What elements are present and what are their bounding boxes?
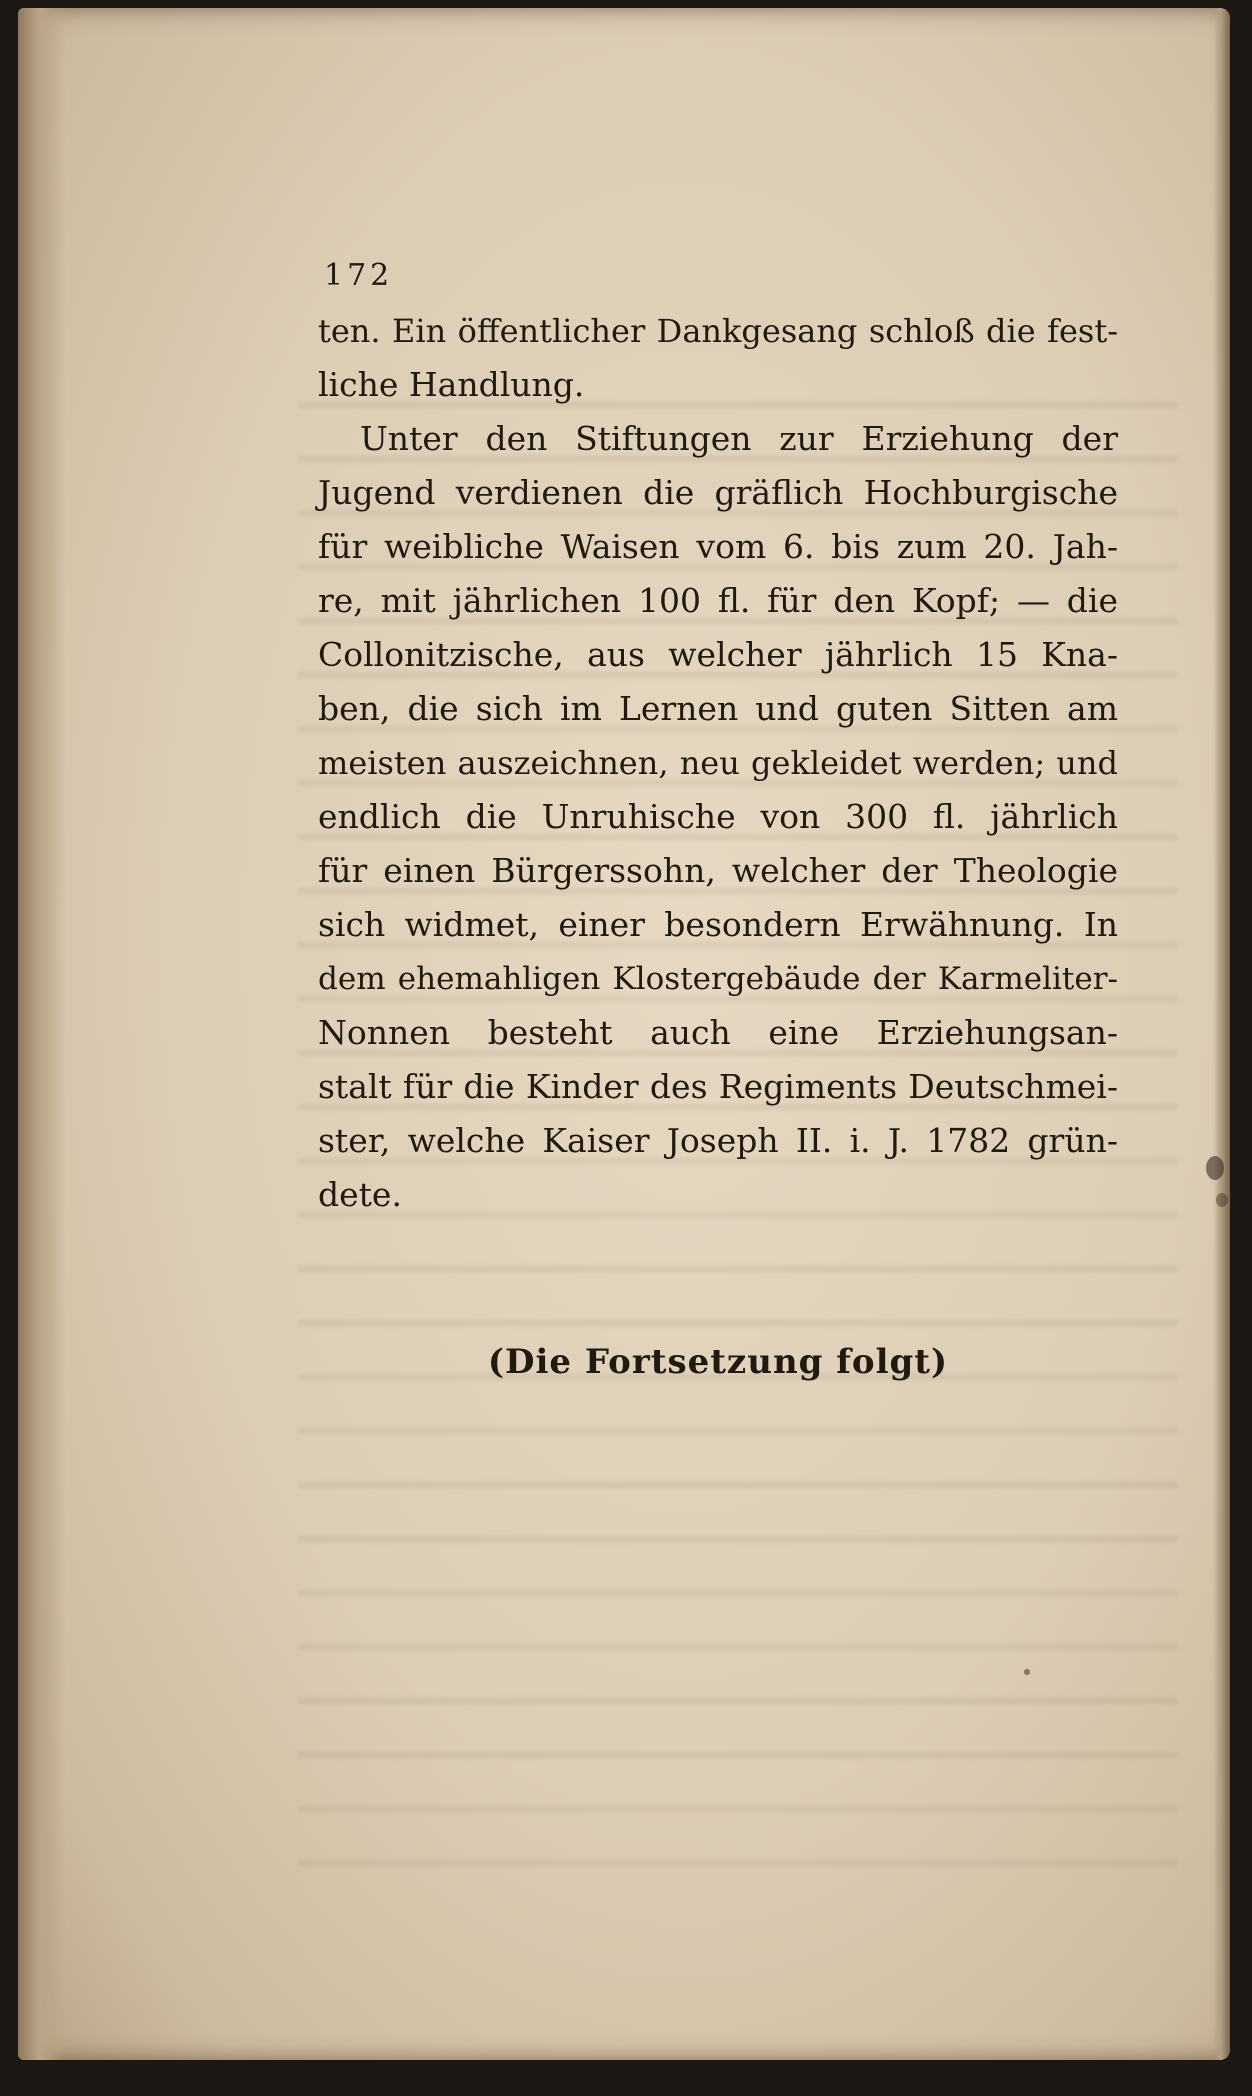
page-edge <box>1214 8 1230 2060</box>
text-line: liche Handlung. <box>318 365 585 404</box>
text-line: für weibliche Waisen vom 6. bis zum 20. Jah- <box>318 527 1118 566</box>
text-line: re, mit jährlichen 100 fl. für den Kopf; — die <box>318 581 1118 620</box>
page-number: 172 <box>324 258 394 293</box>
text-line: dete. <box>318 1175 402 1214</box>
text-line: sich widmet, einer besondern Erwähnung. In <box>318 905 1118 944</box>
text-line: endlich die Unruhische von 300 fl. jährlich <box>318 797 1118 836</box>
text-line: ten. Ein öffentlicher Dankgesang schloß die fest- <box>318 312 1118 350</box>
continuation-note: (Die Fortsetzung folgt) <box>487 1342 949 1382</box>
book-gutter <box>18 8 66 2060</box>
text-line: Unter den Stiftungen zur Erziehung der <box>360 419 1118 458</box>
ink-spot <box>1216 1193 1228 1207</box>
text-line: Jugend verdienen die gräflich Hochburgische <box>318 473 1118 512</box>
ink-spot <box>1024 1669 1030 1675</box>
paper-page <box>18 8 1230 2060</box>
text-line: ster, welche Kaiser Joseph II. i. J. 1782 grün- <box>318 1121 1118 1160</box>
body-text <box>318 258 1118 1382</box>
text-line: dem ehemahligen Klostergebäude der Karmeliter- <box>318 961 1118 997</box>
ink-spot <box>1206 1156 1224 1180</box>
text-line: ben, die sich im Lernen und guten Sitten am <box>318 689 1118 728</box>
text-line: Collonitzische, aus welcher jährlich 15 Kna- <box>318 635 1118 674</box>
text-line: meisten auszeichnen, neu gekleidet werden; und <box>318 744 1118 782</box>
text-line: Nonnen besteht auch eine Erziehungsan- <box>318 1013 1118 1052</box>
text-line: stalt für die Kinder des Regiments Deutschmei- <box>318 1067 1118 1106</box>
text-line: für einen Bürgerssohn, welcher der Theologie <box>318 851 1118 890</box>
